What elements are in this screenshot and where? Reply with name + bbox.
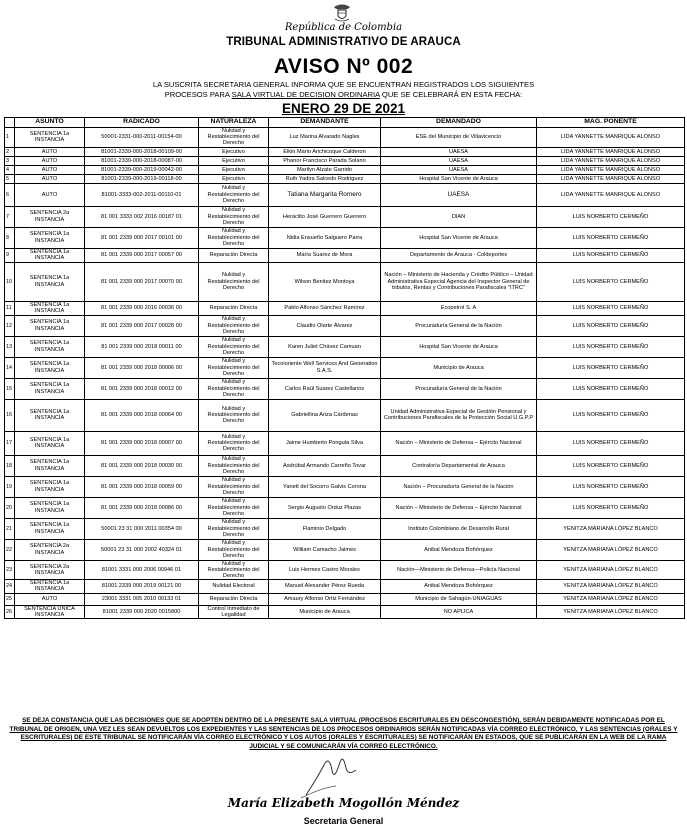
table-row: [5, 560, 685, 580]
table-row: [5, 455, 685, 476]
col-header-radicado: RADICADO: [85, 118, 199, 128]
table-row: [5, 262, 685, 301]
cell-asunto: SENTENCIA 1a INSTANCIA: [15, 476, 85, 497]
cell-radicado: 81 001 2339 000 2018 00086 00: [85, 497, 199, 518]
table-row: [5, 248, 685, 262]
cell-number: 6: [5, 183, 15, 206]
cell-asunto: SENTENCIA 1a INSTANCIA: [15, 227, 85, 248]
cell-number: 16: [5, 399, 15, 431]
table-row: [5, 206, 685, 227]
cell-radicado: 81 001 2339 000 2016 00036 00: [85, 301, 199, 315]
cell-demandado: Anibal Mendoza Bohórquez: [381, 580, 537, 593]
table-row: [5, 399, 685, 431]
cell-radicado: 81001 3331 000 2006 00946 01: [85, 560, 199, 580]
cell-number: 1: [5, 128, 15, 148]
signature-icon: [296, 750, 366, 800]
table-row: [5, 227, 685, 248]
cell-number: 14: [5, 357, 15, 378]
table-row: [5, 378, 685, 399]
cell-radicado: 23001 3331 005 2010 00133 01: [85, 593, 199, 605]
cell-ponente: LIDA YANNETTE MANRIQUE ALONSO: [537, 183, 685, 206]
cell-naturaleza: Ejecutivo: [199, 165, 269, 174]
intro-line-2-pre: PROCESOS PARA: [164, 89, 232, 99]
intro-line-2-underlined: SALA VIRTUAL DE DECISION ORDINARIA: [231, 89, 380, 99]
cell-ponente: LUIS NORBERTO CERMEÑO: [537, 206, 685, 227]
cell-ponente: YENITZA MARIANA LÓPEZ BLANCO: [537, 518, 685, 539]
cell-asunto: AUTO: [15, 165, 85, 174]
signer-name: María Elizabeth Mogollón Méndez: [227, 796, 460, 810]
cell-demandado: Hospital San Vicente de Arauca: [381, 336, 537, 357]
cell-ponente: LUIS NORBERTO CERMEÑO: [537, 399, 685, 431]
cell-demandado: Municipio de Sahagún-UNIAGUAS: [381, 593, 537, 605]
cell-radicado: 81001-2339-000-2018-00087-00: [85, 156, 199, 165]
cell-asunto: SENTENCIA 1a INSTANCIA: [15, 497, 85, 518]
cell-demandado: Nación—Ministerio de Defensa—Policía Nacional: [381, 560, 537, 580]
table-row: [5, 147, 685, 156]
cell-radicado: 50001 23 31 000 2002 40324 01: [85, 539, 199, 560]
cell-naturaleza: Nulidad y Restablecimiento del Derecho: [199, 336, 269, 357]
cell-naturaleza: Nulidad y Restablecimiento del Derecho: [199, 315, 269, 336]
process-table: [4, 117, 685, 619]
cell-asunto: AUTO: [15, 593, 85, 605]
cell-number: 24: [5, 580, 15, 593]
cell-radicado: 81001-2339-000-2019-00118-00: [85, 174, 199, 183]
table-row: [5, 497, 685, 518]
cell-asunto: SENTENCIA 2a INSTANCIA: [15, 539, 85, 560]
cell-number: 2: [5, 147, 15, 156]
cell-radicado: 81 001 2339 000 2017 00101 00: [85, 227, 199, 248]
cell-demandante: Wilson Benitez Montoya: [269, 262, 381, 301]
cell-radicado: 81001-2339-000-2019-00042-00: [85, 165, 199, 174]
cell-number: 13: [5, 336, 15, 357]
cell-number: 7: [5, 206, 15, 227]
cell-asunto: SENTENCIA 1a INSTANCIA: [15, 301, 85, 315]
cell-number: 18: [5, 455, 15, 476]
cell-demandado: Nación – Procuraduría General de la Nación: [381, 476, 537, 497]
cell-asunto: SENTENCIA 1a INSTANCIA: [15, 262, 85, 301]
signer-role: Secretaria General: [303, 816, 384, 826]
cell-number: 12: [5, 315, 15, 336]
cell-demandante: Karen Juliet Chávez Camuan: [269, 336, 381, 357]
col-header-ponente: MAG. PONENTE: [537, 118, 685, 128]
cell-demandante: Tecnioriente Well Services And Generation S.A.S.: [269, 357, 381, 378]
cell-naturaleza: Nulidad y Restablecimiento del Derecho: [199, 518, 269, 539]
table-row: [5, 580, 685, 593]
cell-number: 23: [5, 560, 15, 580]
cell-naturaleza: Nulidad y Restablecimiento del Derecho: [199, 357, 269, 378]
notice-title: AVISO Nº 002: [273, 55, 414, 78]
cell-number: 11: [5, 301, 15, 315]
cell-naturaleza: Nulidad y Restablecimiento del Derecho: [199, 539, 269, 560]
cell-ponente: YENITZA MARIANA LÓPEZ BLANCO: [537, 580, 685, 593]
cell-ponente: LUIS NORBERTO CERMEÑO: [537, 476, 685, 497]
cell-demandante: Pablo Alfonso Sánchez Ramírez: [269, 301, 381, 315]
cell-naturaleza: Nulidad y Restablecimiento del Derecho: [199, 431, 269, 455]
cell-naturaleza: Nulidad y Restablecimiento del Derecho: [199, 497, 269, 518]
coat-of-arms-icon: [331, 3, 353, 23]
table-row: [5, 357, 685, 378]
cell-ponente: LIDA YANNETTE MANRIQUE ALONSO: [537, 156, 685, 165]
table-row: [5, 156, 685, 165]
cell-ponente: LUIS NORBERTO CERMEÑO: [537, 455, 685, 476]
cell-number: 20: [5, 497, 15, 518]
cell-naturaleza: Nulidad y Restablecimiento del Derecho: [199, 227, 269, 248]
cell-demandado: Hospital San Vicente de Arauca: [381, 227, 537, 248]
cell-demandado: Municipio de Arauca: [381, 357, 537, 378]
cell-naturaleza: Ejecutivo: [199, 147, 269, 156]
cell-ponente: LUIS NORBERTO CERMEÑO: [537, 378, 685, 399]
table-row: [5, 539, 685, 560]
cell-naturaleza: Nulidad Electoral: [199, 580, 269, 593]
col-header-demandante: DEMANDANTE: [269, 118, 381, 128]
cell-demandante: Luz Marina Alvarado Nagles: [269, 128, 381, 148]
cell-demandado: Nación – Ministerio de Defensa – Ejército Nacional: [381, 497, 537, 518]
cell-demandante: Gabriellina Ariza Cárdenas: [269, 399, 381, 431]
cell-naturaleza: Nulidad y Restablecimiento del Derecho: [199, 262, 269, 301]
cell-demandante: Heráclito José Guerrero Guerrero: [269, 206, 381, 227]
cell-demandante: Carlos Raúl Suarez Castellanos: [269, 378, 381, 399]
cell-demandado: Ecopetrol S. A: [381, 301, 537, 315]
cell-number: 17: [5, 431, 15, 455]
cell-ponente: LUIS NORBERTO CERMEÑO: [537, 248, 685, 262]
cell-radicado: 81 001 2339 000 2017 00070 00: [85, 262, 199, 301]
cell-asunto: AUTO: [15, 183, 85, 206]
session-date: ENERO 29 DE 2021: [281, 101, 406, 116]
cell-demandante: Ruth Yadira Salcedo Rodriguez: [269, 174, 381, 183]
cell-radicado: 81 001 2339 000 2018 00007 00: [85, 431, 199, 455]
cell-asunto: SENTENCIA ÚNICA INSTANCIA: [15, 605, 85, 618]
cell-asunto: SENTENCIA 1a INSTANCIA: [15, 128, 85, 148]
cell-asunto: AUTO: [15, 156, 85, 165]
cell-ponente: LIDA YANNETTE MANRIQUE ALONSO: [537, 174, 685, 183]
cell-demandante: Phanor Francisco Parada Solano: [269, 156, 381, 165]
cell-radicado: 81 001 2339 000 2018 00030 00: [85, 455, 199, 476]
cell-demandante: Claudio Olarte Álvarez: [269, 315, 381, 336]
cell-radicado: 81 001 2339 000 2018 00012 00: [85, 378, 199, 399]
table-header-row: [5, 118, 685, 128]
cell-ponente: LUIS NORBERTO CERMEÑO: [537, 357, 685, 378]
cell-number: 25: [5, 593, 15, 605]
cell-demandado: Procuraduría General de la Nación: [381, 378, 537, 399]
cell-naturaleza: Reparación Directa: [199, 301, 269, 315]
cell-demandante: Asdrúbal Armando Carreño Tovar: [269, 455, 381, 476]
cell-asunto: SENTENCIA 1a INSTANCIA: [15, 399, 85, 431]
cell-asunto: SENTENCIA 1a INSTANCIA: [15, 336, 85, 357]
cell-demandado: Nación – Ministerio de Hacienda y Crédito Público – Unidad Administrativa Especial Agencia del Inspector General de tributos, Rentas y Contribuciones Parafiscales "ITRC": [381, 262, 537, 301]
table-row: [5, 431, 685, 455]
col-header-demandado: DEMANDADO: [381, 118, 537, 128]
cell-number: 8: [5, 227, 15, 248]
cell-radicado: 81001 2339 000 2019 00121 00: [85, 580, 199, 593]
cell-number: 22: [5, 539, 15, 560]
cell-number: 26: [5, 605, 15, 618]
cell-demandante: Manuel Alexander Pérez Rueda: [269, 580, 381, 593]
cell-asunto: AUTO: [15, 174, 85, 183]
cell-demandado: Contraloría Departamental de Arauca: [381, 455, 537, 476]
cell-demandante: Sergio Augusto Orduz Plazas: [269, 497, 381, 518]
cell-number: 5: [5, 174, 15, 183]
cell-ponente: LUIS NORBERTO CERMEÑO: [537, 301, 685, 315]
cell-asunto: SENTENCIA 1a INSTANCIA: [15, 455, 85, 476]
cell-demandado: NO APLICA: [381, 605, 537, 618]
cell-naturaleza: Nulidad y Restablecimiento del Derecho: [199, 455, 269, 476]
cell-radicado: 50001-2331-000-2011-00154-00: [85, 128, 199, 148]
cell-ponente: LUIS NORBERTO CERMEÑO: [537, 336, 685, 357]
cell-demandado: DIAN: [381, 206, 537, 227]
cell-demandado: UAESA: [381, 183, 537, 206]
cell-demandante: Amaury Alfonso Ortiz Fernández: [269, 593, 381, 605]
cell-number: 9: [5, 248, 15, 262]
cell-demandante: María Suarez de Mora: [269, 248, 381, 262]
cell-demandante: Tatiana Margarita Romero: [269, 183, 381, 206]
table-row: [5, 476, 685, 497]
table-row: [5, 165, 685, 174]
cell-demandado: Procuraduría General de la Nación: [381, 315, 537, 336]
table-row: [5, 301, 685, 315]
cell-number: 19: [5, 476, 15, 497]
col-header-naturaleza: NATURALEZA: [199, 118, 269, 128]
cell-asunto: SENTENCIA 2a INSTANCIA: [15, 560, 85, 580]
cell-ponente: LIDA YANNETTE MANRIQUE ALONSO: [537, 128, 685, 148]
cell-radicado: 81001-2339-000-2018-00109-00: [85, 147, 199, 156]
cell-asunto: SENTENCIA 1a INSTANCIA: [15, 518, 85, 539]
cell-asunto: SENTENCIA 1a INSTANCIA: [15, 248, 85, 262]
cell-ponente: YENITZA MARIANA LÓPEZ BLANCO: [537, 605, 685, 618]
cell-radicado: 81001 2339 000 2020 0015800: [85, 605, 199, 618]
cell-asunto: SENTENCIA 1a INSTANCIA: [15, 315, 85, 336]
cell-number: 3: [5, 156, 15, 165]
table-row: [5, 128, 685, 148]
cell-number: 10: [5, 262, 15, 301]
cell-demandado: ESE del Municipio de Villavicencio: [381, 128, 537, 148]
cell-demandado: UAESA: [381, 147, 537, 156]
cell-naturaleza: Nulidad y Restablecimiento del Derecho: [199, 399, 269, 431]
cell-ponente: YENITZA MARIANA LÓPEZ BLANCO: [537, 539, 685, 560]
cell-naturaleza: Ejecutivo: [199, 174, 269, 183]
table-row: [5, 593, 685, 605]
intro-line-2-post: QUE SE CELEBRARÁ EN ESTA FECHA:: [379, 89, 523, 99]
table-row: [5, 336, 685, 357]
cell-ponente: LUIS NORBERTO CERMEÑO: [537, 227, 685, 248]
cell-demandante: Jaime Humberto Ponguta Silva: [269, 431, 381, 455]
cell-radicado: 81001-3333-002-2011-00110-01: [85, 183, 199, 206]
cell-radicado: 81 001 2339 000 2018 00064 00: [85, 399, 199, 431]
cell-demandante: Flaminio Delgado: [269, 518, 381, 539]
cell-naturaleza: Nulidad y Restablecimiento del Derecho: [199, 560, 269, 580]
intro-line-1: LA SUSCRITA SECRETARIA GENERAL INFORMA QUE SE ENCUENTRAN REGISTRADOS LOS SIGUIENTES: [152, 80, 535, 89]
cell-demandado: UAESA: [381, 156, 537, 165]
table-row: [5, 183, 685, 206]
cell-ponente: LUIS NORBERTO CERMEÑO: [537, 431, 685, 455]
cell-demandado: Instituto Colombiano de Desarrollo Rural: [381, 518, 537, 539]
cell-demandante: Elkin Mario Anchicoque Calderon: [269, 147, 381, 156]
cell-radicado: 81 001 2339 000 2018 00011 00: [85, 336, 199, 357]
col-header-number: [5, 118, 15, 128]
cell-ponente: LUIS NORBERTO CERMEÑO: [537, 262, 685, 301]
table-body: [5, 128, 685, 619]
cell-demandado: Anibal Mendoza Bohórquez: [381, 539, 537, 560]
cell-ponente: LUIS NORBERTO CERMEÑO: [537, 315, 685, 336]
cell-ponente: LIDA YANNETTE MANRIQUE ALONSO: [537, 147, 685, 156]
cell-naturaleza: Nulidad y Restablecimiento del Derecho: [199, 476, 269, 497]
cell-demandante: Luis Hermes Castro Morales: [269, 560, 381, 580]
cell-naturaleza: Nulidad y Restablecimiento del Derecho: [199, 206, 269, 227]
republic-heading: República de Colombia: [284, 22, 403, 33]
cell-number: 15: [5, 378, 15, 399]
cell-demandado: Nación – Ministerio de Defensa – Ejército Nacional: [381, 431, 537, 455]
cell-demandante: Marilyn Alzate Garrido: [269, 165, 381, 174]
cell-naturaleza: Nulidad y Restablecimiento del Derecho: [199, 378, 269, 399]
cell-number: 4: [5, 165, 15, 174]
tribunal-heading: TRIBUNAL ADMINISTRATIVO DE ARAUCA: [226, 36, 461, 48]
cell-demandante: Yanett del Socorro Galvis Corona: [269, 476, 381, 497]
cell-asunto: SENTENCIA 1a INSTANCIA: [15, 378, 85, 399]
cell-demandado: Hospital San Vicente de Arauca: [381, 174, 537, 183]
cell-demandante: Municipio de Arauca: [269, 605, 381, 618]
cell-asunto: SENTENCIA 1a INSTANCIA: [15, 580, 85, 593]
cell-ponente: LIDA YANNETTE MANRIQUE ALONSO: [537, 165, 685, 174]
cell-radicado: 81 001 2339 000 2018 00059 00: [85, 476, 199, 497]
cell-naturaleza: Control Inmediato de Legalidad: [199, 605, 269, 618]
table-row: [5, 315, 685, 336]
cell-asunto: AUTO: [15, 147, 85, 156]
intro-line-2: [0, 90, 687, 100]
cell-radicado: 81 001 3333 002 2016 00187 01: [85, 206, 199, 227]
table-row: [5, 605, 685, 618]
table-row: [5, 174, 685, 183]
cell-naturaleza: Nulidad y Restablecimiento del Derecho: [199, 183, 269, 206]
cell-ponente: LUIS NORBERTO CERMEÑO: [537, 497, 685, 518]
cell-radicado: 81 001 2339 000 2017 00057 00: [85, 248, 199, 262]
cell-ponente: YENITZA MARIANA LÓPEZ BLANCO: [537, 560, 685, 580]
cell-radicado: 50001 23 31 000 2011 00354 00: [85, 518, 199, 539]
cell-asunto: SENTENCIA 1a INSTANCIA: [15, 357, 85, 378]
cell-number: 21: [5, 518, 15, 539]
cell-naturaleza: Ejecutivo: [199, 156, 269, 165]
cell-asunto: SENTENCIA 1a INSTANCIA: [15, 431, 85, 455]
cell-radicado: 81 001 2339 000 2018 00006 00: [85, 357, 199, 378]
intro-text: [0, 80, 687, 99]
cell-naturaleza: Reparación Directa: [199, 593, 269, 605]
cell-naturaleza: Reparación Directa: [199, 248, 269, 262]
footer-notice: SE DEJA CONSTANCIA QUE LAS DECISIONES QUE SE ADOPTEN DENTRO DE LA PRESENTE SALA VIRTUAL (PROCESOS ESCRITURALES EN DESCONGESTIÓN), SERÁN DEBIDAMENTE NOTIFICADAS POR EL TRIBUNAL DE ORIGEN, UNA VEZ LES SEAN DEVUELTOS LOS EXPEDIENTES Y LAS SENTENCIAS DE LOS PROCESOS ORDINARIOS SERÁN NOTIFICADAS VÍA CORREO ELECTRÓNICO, Y LAS SENTENCIAS (ORALES Y ESCRITURALES) DE ESTE TRIBUNAL SE NOTIFICARÁN VÍA CORREO ELECTRÓNICO Y LOS AUTOS (ORALES Y ESCRITURALES) SE NOTIFICARÁN EN ESTADOS, QUE SE PUBLICARÁN EN LA WEB DE LA RAMA JUDICIAL Y SE COMUNICARÁN VÍA CORREO ELECTRÓNICO.: [9, 717, 678, 750]
col-header-asunto: ASUNTO: [15, 118, 85, 128]
cell-demandado: UAESA: [381, 165, 537, 174]
table-row: [5, 518, 685, 539]
cell-demandante: Nidia Ensueño Salguero Parra: [269, 227, 381, 248]
cell-demandado: Unidad Administrativa Especial de Gestión Pensional y Contribuciones Parafiscales de la Protección Social U.G.P.P: [381, 399, 537, 431]
cell-demandante: William Camacho Jaimes: [269, 539, 381, 560]
cell-asunto: SENTENCIA 2a INSTANCIA: [15, 206, 85, 227]
cell-naturaleza: Nulidad y Restablecimiento del Derecho: [199, 128, 269, 148]
cell-radicado: 81 001 2339 000 2017 00028 00: [85, 315, 199, 336]
cell-ponente: YENITZA MARIANA LÓPEZ BLANCO: [537, 593, 685, 605]
cell-demandado: Departamento de Arauca - Coldeportes: [381, 248, 537, 262]
